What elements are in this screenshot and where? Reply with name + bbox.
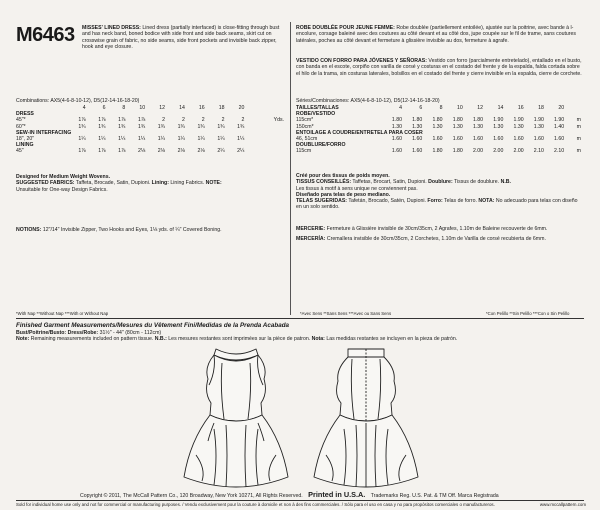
footer-sold-for (16, 502, 586, 508)
fr-size-header: 10 (457, 105, 463, 111)
fr-cell-value: 2.10 (554, 148, 565, 155)
measurements-title: Finished Garment Measurements/Mesures du Vêtement Fini/Medidas de la Prenda Acabada (16, 322, 290, 329)
en-cell-value: 1¾ (217, 123, 225, 130)
en-size-header: 18 (218, 105, 225, 111)
en-combinations: Combinations: AX5(4-6-8-10-12), D5(12-14-16-18-20) (16, 98, 140, 104)
suggested-fabrics: Taffeta, Brocade, Satin, Dupioni. (75, 180, 151, 187)
fr-cell-value: 1.30 (432, 123, 443, 130)
fr-row-label: DOUBLURE/FORRO (296, 142, 346, 149)
fr-description-text: Robe doublée (partiellement entoilée), ajustée sur la poitrine, avec bande à l-encolure, corsage baleiné avec des coutures au côté devant et au côté dos, jupe coupée sur le fil de trame, sans coutures latérales, poches au côté devant et fermeture à glissière invisible au dos, fermeture à agrafe. (296, 25, 577, 44)
fr-cell-value: 1.60 (472, 136, 484, 143)
en-cell-value: 2⅛ (197, 148, 205, 155)
en-row-label: 18", 20" (16, 136, 35, 143)
fr-size-header: 6 (419, 105, 423, 111)
fr-cell-value: 1.60 (432, 136, 443, 143)
en-table-row (16, 148, 284, 154)
en-cell-value: 1¼ (137, 136, 146, 143)
fr-cell-value: 1.80 (412, 117, 423, 124)
en-cell-value: 2⅛ (177, 148, 185, 155)
measure-nota-text: Las medidas restantes se incluyen en la pieza de patrón. (326, 336, 458, 342)
fr-yardage-table (296, 105, 581, 155)
en-description-title: MISSES' LINED DRESS: (82, 25, 141, 31)
dress-front-illustration (166, 345, 306, 493)
en-cell-value: 1¾ (237, 123, 245, 130)
printed-in: Printed in U.S.A. (308, 490, 366, 499)
fr-cell-value: 1.60 (391, 136, 403, 143)
lining-label: Lining: (151, 180, 169, 187)
es-description (296, 58, 584, 77)
notions-label: NOTIONS: (16, 227, 42, 233)
fr-cell-value: 1.30 (452, 123, 463, 130)
tissus-label: TISSUS CONSEILLÉS: (296, 179, 352, 186)
en-cell-value: 1¼ (157, 136, 165, 143)
bust-label: Bust/Poitrine/Busto: Dress/Robe: (16, 330, 99, 336)
en-cell-value: 1¼ (78, 136, 86, 143)
en-cell-value: 1¾ (177, 123, 185, 130)
copyright-text: Copyright © 2011, The McCall Pattern Co., 120 Broadway, New York 10271, All Rights Reserved. (80, 493, 303, 499)
fr-combinations: Séries/Combinaciones: AX5(4-6-8-10-12), D5(12-14-16-18-20) (296, 98, 440, 104)
en-row-label: 45"* (16, 117, 26, 124)
fr-cell-value: 1.30 (513, 123, 524, 130)
mercerie-text: Fermeture à Glissière invisible de 30cm/35cm, 2 Agrafes, 1.10m de Baleine recouverte de 6mm. (326, 226, 548, 232)
measure-note-label: Note: (16, 336, 30, 342)
en-cell-value: 1¼ (98, 136, 106, 143)
column-divider (290, 22, 291, 315)
en-description (82, 25, 284, 50)
en-cell-value: 1⅞ (98, 117, 106, 124)
fr-cell-value: 2.10 (533, 148, 544, 155)
measure-nb-label: N.B.: (154, 336, 167, 342)
en-size-header: 6 (102, 105, 106, 111)
cree-text: Créé pour des tissus de poids moyen. (296, 173, 390, 179)
en-cell-value: 1⅞ (78, 117, 86, 124)
fr-cell-value: 1.90 (513, 117, 524, 124)
footer-rule (16, 500, 584, 501)
doublure-text: Tissus de doublure. (454, 179, 500, 186)
fr-row-label: 115cm (296, 148, 312, 155)
mercerie-label: MERCERIE: (296, 226, 326, 232)
fr-unit: m (576, 123, 581, 130)
fr-cell-value: 1.60 (533, 136, 544, 143)
fr-size-header: 12 (477, 105, 484, 111)
fr-row-label: 46, 51cm (296, 136, 318, 143)
en-size-header: 8 (122, 105, 126, 111)
forro-label: Forro: (427, 198, 443, 205)
en-size-header: 16 (198, 105, 205, 111)
en-footnote: *With Nap **Without Nap ***With or Without Nap (16, 311, 109, 316)
en-cell-value: 1¾ (78, 123, 86, 130)
en-cell-value: 1¼ (177, 136, 185, 143)
nb-label: N.B. (500, 179, 511, 186)
dress-back-illustration (296, 345, 436, 493)
telas-text: Tafetán, Brocado, Satén, Dupioni. (348, 198, 426, 205)
forro-text: Telas de forro. (444, 198, 477, 205)
fr-cell-value: 1.30 (412, 123, 423, 130)
lining-fabrics: Lining Fabrics. (170, 180, 205, 187)
en-cell-value: 1¾ (137, 123, 146, 130)
measure-nb-text: Les mesures restantes sont imprimées sur la pièce de patron. (168, 336, 311, 342)
en-cell-value: 2⅛ (157, 148, 165, 155)
en-row-label: 60"* (16, 123, 26, 130)
fr-size-header-label: TAILLES/TALLAS (296, 105, 339, 111)
measure-note-text: Remaining measurements included on pattern tissue. (30, 336, 154, 342)
fr-cell-value: 1.30 (493, 123, 504, 130)
note-text: Unsuitable for One-way Design Fabrics. (16, 186, 108, 193)
fr-cell-value: 1.60 (412, 136, 423, 143)
sold-for-text: Sold for individual home use only and not for commercial or manufacturing purposes. / Vendu exclusivement pour la couture à domicile et non à des fins commerciales. / Sólo para el uso en casa y no para propósitos comerciales o manufactureros. (16, 502, 495, 507)
fr-size-header: 14 (497, 105, 504, 111)
en-cell-value: 1⅞ (118, 148, 126, 155)
fr-fabrics (296, 173, 584, 211)
fr-size-header: 16 (517, 105, 524, 111)
notions-text: 12"/14" Invisible Zipper, Two Hooks and Eyes, 1⅛ yds. of ¼" Covered Boning. (42, 227, 222, 233)
nota-label: NOTA: (478, 198, 495, 205)
fr-cell-value: 2.00 (513, 148, 524, 155)
fr-cell-value: 1.30 (533, 123, 544, 130)
fr-row-label: 150cm* (296, 123, 314, 130)
en-notions (16, 227, 284, 233)
fr-cell-value: 1.80 (472, 117, 484, 124)
en-cell-value: 1¾ (197, 123, 205, 130)
en-yardage-table (16, 105, 284, 155)
fr-cell-value: 2.00 (493, 148, 504, 155)
en-cell-value: 1¾ (157, 123, 165, 130)
note-label: NOTE: (205, 180, 222, 187)
pattern-number: M6463 (16, 24, 75, 46)
fr-table-row (296, 148, 581, 154)
nota-text: No adecuado para telas con diseño en un solo sentido. (296, 198, 578, 211)
tissus-text: Taffetas, Brocart, Satin, Dupioni. (352, 179, 427, 186)
en-cell-value: 2⅛ (137, 148, 146, 155)
es-description-text: Vestido con forro (parcialmente entretelado), entallado en el busto, con banda en el escote, corpiño con varilla de corsé y costuras en el costado del frente y de la espalda, falda cortada sobre el hilo de la trama, sin costuras laterales, bolsillos en el costado del frente y cierre invisible en la espalda, cierre de corchete. (296, 58, 582, 77)
fr-size-header: 20 (558, 105, 565, 111)
fr-notions (296, 226, 584, 243)
en-cell-value: 2 (181, 117, 185, 124)
en-cell-value: 2 (221, 117, 225, 124)
fr-cell-value: 1.60 (493, 136, 504, 143)
en-cell-value: 2¼ (237, 148, 245, 155)
fr-cell-value: 1.80 (452, 148, 463, 155)
en-size-header: 20 (238, 105, 245, 111)
measure-nota-label: Nota: (311, 336, 325, 342)
merceria-label: MERCERÍA: (296, 236, 326, 243)
fr-size-header: 18 (538, 105, 544, 111)
en-size-header: 4 (82, 105, 86, 111)
en-cell-value: 1⅞ (78, 148, 86, 155)
en-cell-value: 2 (201, 117, 205, 124)
fr-cell-value: 1.80 (432, 148, 443, 155)
fr-cell-value: 1.60 (412, 148, 423, 155)
en-cell-value: 2 (241, 117, 245, 124)
en-size-header: 14 (179, 105, 185, 111)
en-cell-value: 1⅞ (118, 117, 126, 124)
fr-description (296, 25, 584, 44)
en-cell-value: 1¾ (98, 123, 106, 130)
fr-description-title: ROBE DOUBLÉE POUR JEUNE FEMME: (296, 25, 395, 31)
trademarks-text: Trademarks Reg. U.S. Pat. & TM Off. Marca Registrada (370, 493, 499, 499)
fr-cell-value: 2.00 (472, 148, 484, 155)
fr-cell-value: 1.80 (452, 117, 463, 124)
footer-copyright (80, 492, 499, 499)
doublure-label: Doublure: (428, 179, 453, 186)
fr-unit: m (576, 136, 581, 143)
en-size-header: 10 (139, 105, 146, 111)
en-row-label: SEW-IN INTERFACING (16, 129, 72, 136)
fr-cell-value: 1.40 (554, 123, 565, 130)
measurements-note (16, 336, 457, 342)
merceria-text: Cremallera invisible de 30cm/35cm, 2 Corchetes, 1.10m de Varilla de corsé recubierta de 6mm. (326, 236, 546, 243)
fr-cell-value: 1.90 (493, 117, 504, 124)
en-cell-value: 1⅞ (137, 117, 146, 124)
en-unit (244, 148, 284, 154)
fr-cell-value: 1.90 (554, 117, 565, 124)
fr-size-header: 4 (399, 105, 403, 111)
en-row-label: 45" (16, 148, 24, 155)
nb-text: Les tissus à motif à sens unique ne conviennent pas. (296, 185, 418, 192)
en-cell-value: 1⅞ (98, 148, 106, 155)
fr-cell-value: 1.60 (554, 136, 565, 143)
fr-cell-value: 1.30 (391, 123, 403, 130)
fr-cell-value: 1.60 (452, 136, 463, 143)
fr-cell-value: 1.60 (513, 136, 524, 143)
fr-cell-value: 1.80 (391, 117, 403, 124)
en-description-text: Lined dress (partially interfaced) is close-fitting through bust and has neck band, boned bodice with side front and side back seams, skirt cut on crosswise grain of fabric, no side seams, side front pockets and invisible back zipper, hook and eye closure. (82, 25, 280, 50)
en-cell-value: 1¼ (217, 136, 225, 143)
fr-cell-value: 1.60 (391, 148, 403, 155)
en-cell-value: 2¼ (217, 148, 225, 155)
en-cell-value: 1¼ (118, 136, 126, 143)
telas-label: TELAS SUGERIDAS: (296, 198, 348, 205)
fr-footnote-left: *Avec Sens **Sans Sens ***Avec ou Sans Sens (300, 311, 392, 316)
en-cell-value: 1¼ (197, 136, 205, 143)
en-row-label: LINING (16, 142, 34, 149)
fr-row-label: 115cm* (296, 117, 314, 124)
suggested-label: SUGGESTED FABRICS: (16, 180, 75, 187)
fr-footnote-right: *Con Pelillo **Sin Pelillo ***Con o Sin Pelillo (486, 311, 570, 316)
en-size-header: 12 (159, 105, 165, 111)
en-row-label: DRESS (16, 111, 34, 118)
section-separator (16, 318, 584, 319)
en-unit: Yds. (273, 117, 284, 124)
website-link[interactable]: www.mccallpattern.com (539, 502, 586, 507)
en-cell-value: 1¾ (118, 123, 126, 130)
fr-unit: m (576, 117, 581, 124)
fr-cell-value: 1.80 (432, 117, 443, 124)
disenado-text: Diseñado para telas de peso mediano. (296, 191, 391, 198)
es-description-title: VESTIDO CON FORRO PARA JÓVENES Y SEÑORAS: (296, 58, 427, 64)
en-cell-value: 2 (162, 117, 165, 124)
bust-value: 31½" - 44" (80cm - 112cm) (99, 330, 162, 336)
fr-cell-value: 1.30 (472, 123, 484, 130)
fr-row-label: ROBE/VESTIDO (296, 111, 336, 118)
fr-size-header: 8 (439, 105, 443, 111)
fr-row-label: ENTOILAGE A COUDRE/ENTRETELA PARA COSER (296, 129, 423, 136)
designed-for: Designed for Medium Weight Wovens. (16, 174, 111, 180)
en-fabrics (16, 174, 284, 193)
fr-cell-value: 1.90 (533, 117, 544, 124)
fr-unit: m (576, 148, 581, 155)
en-cell-value: 1¼ (237, 136, 245, 143)
